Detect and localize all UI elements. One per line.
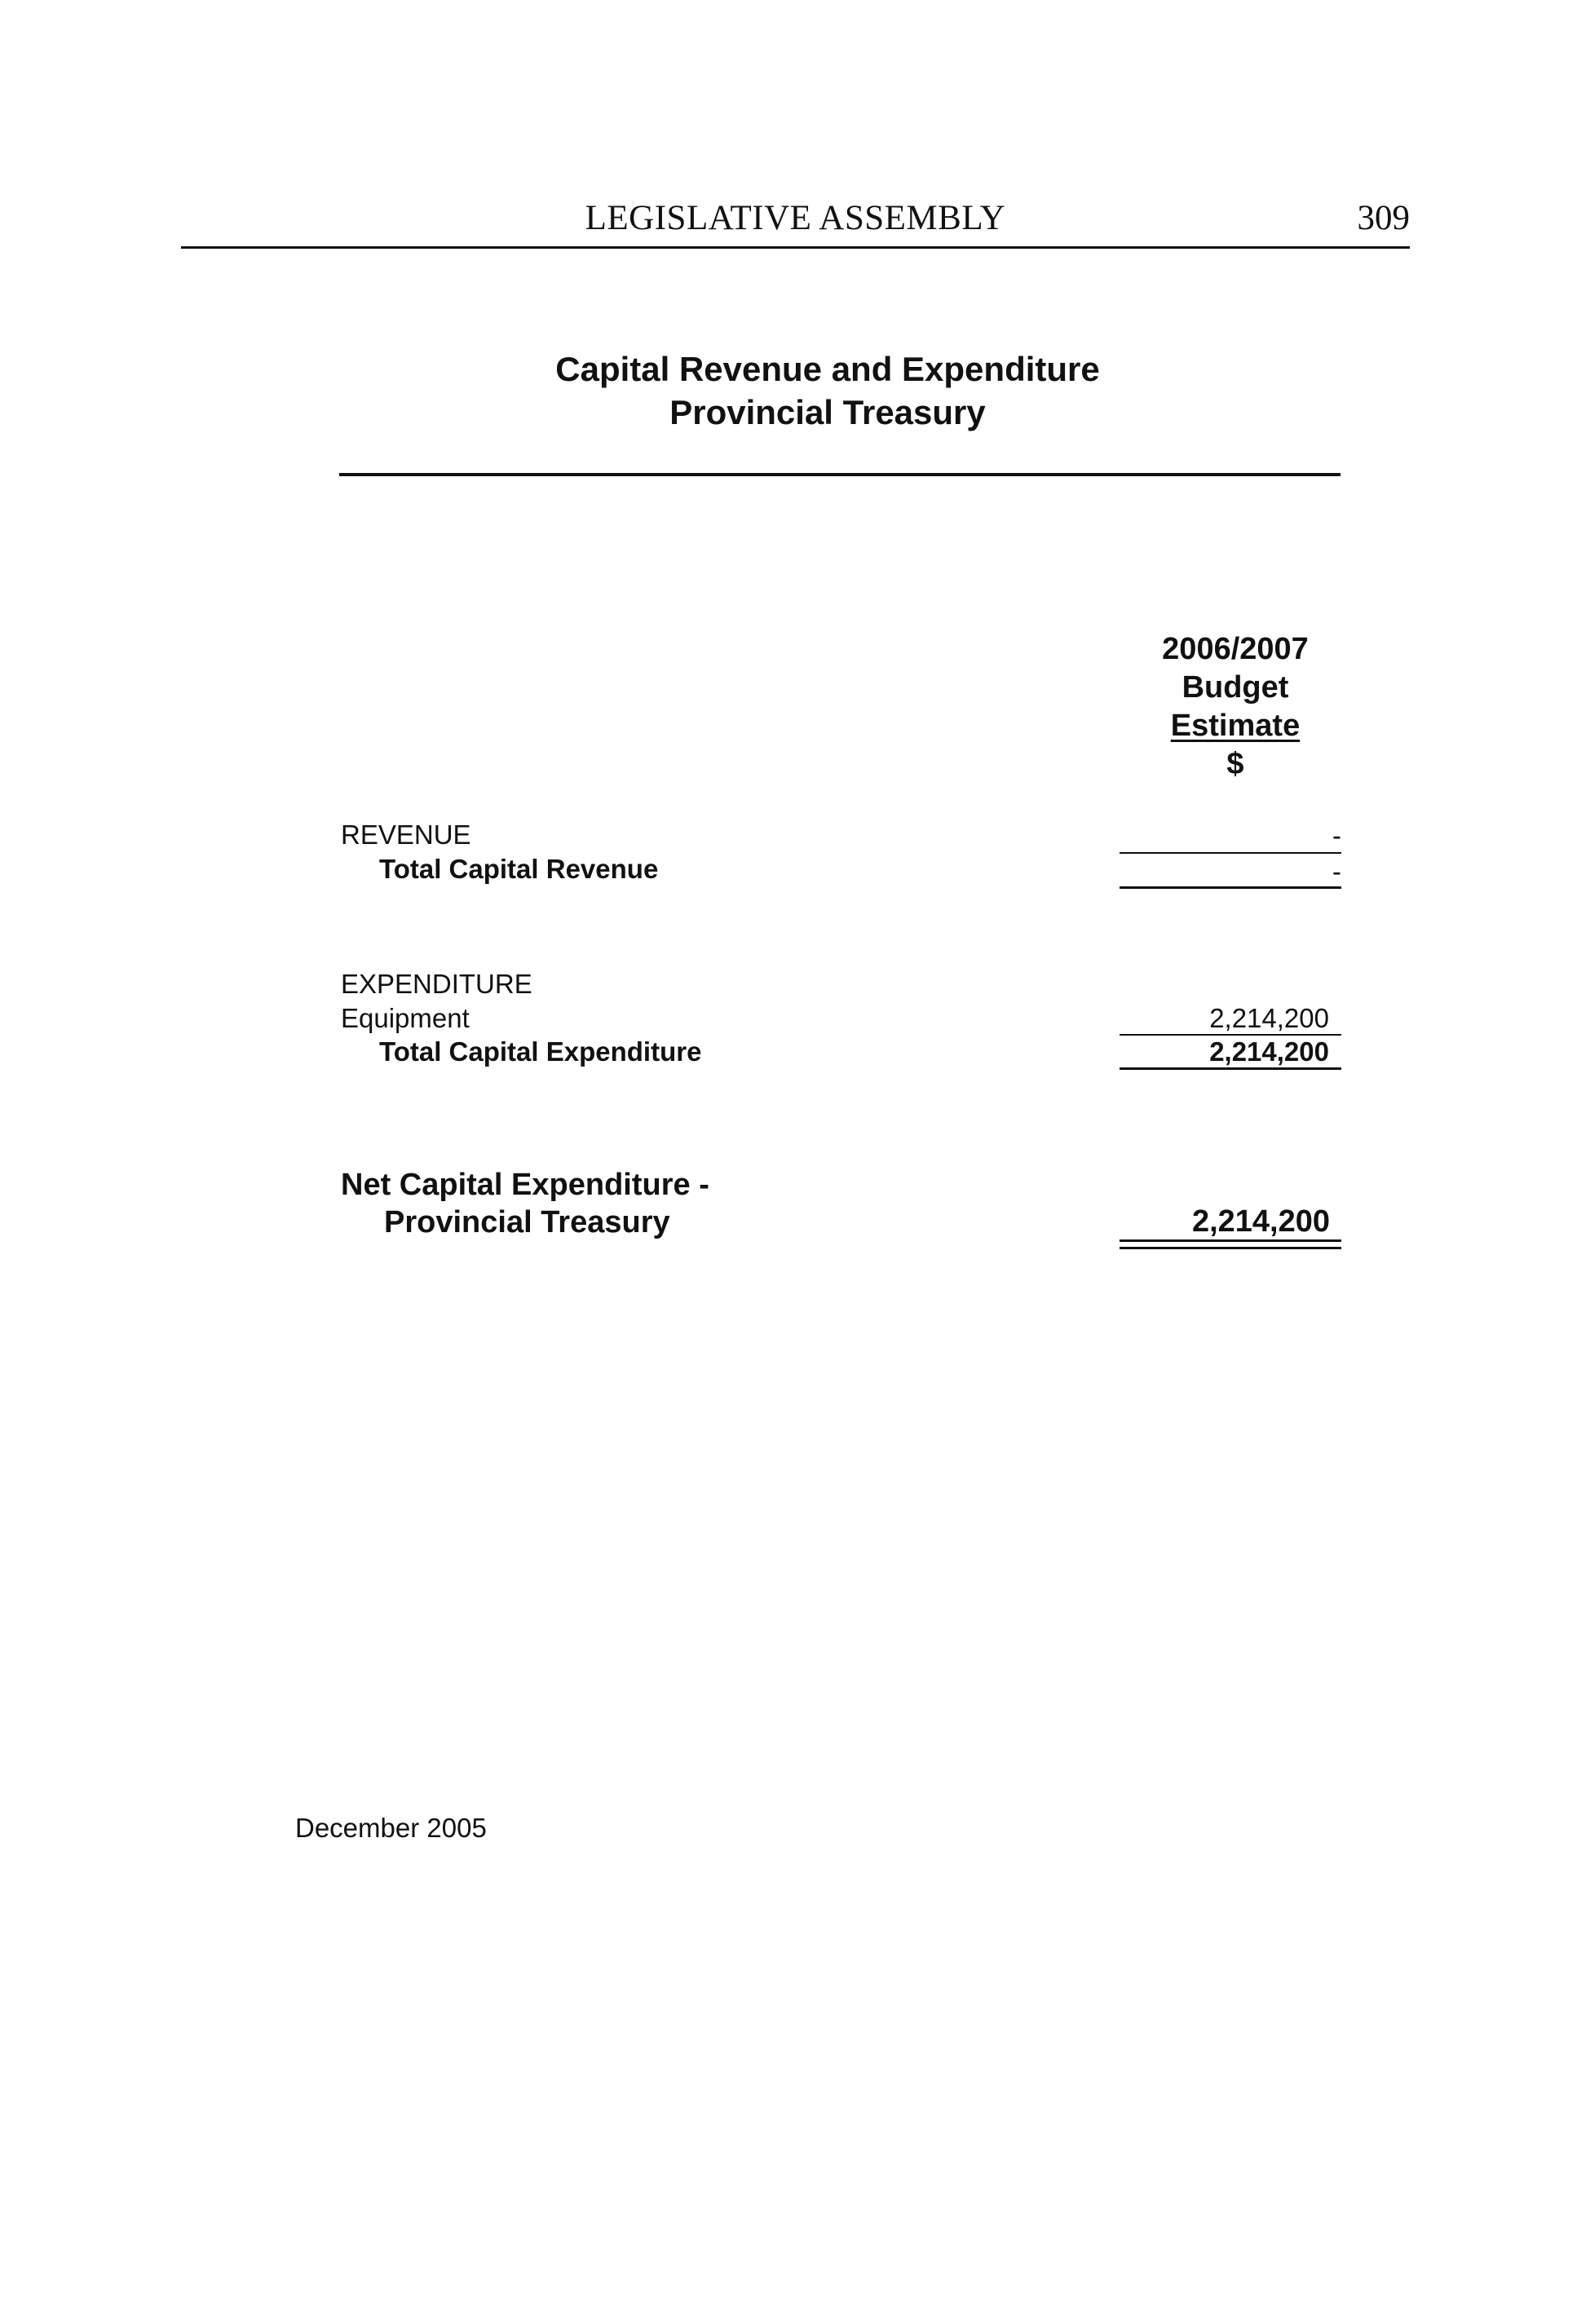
expenditure-item-value: 2,214,200 (1209, 1003, 1329, 1033)
revenue-total-rule (1120, 886, 1341, 889)
net-capital-expenditure-label-line2: Provincial Treasury (384, 1205, 670, 1239)
revenue-rule (1120, 852, 1341, 854)
net-capital-expenditure-value: 2,214,200 (1191, 1204, 1330, 1239)
net-capital-expenditure-label: Net Capital Expenditure - (341, 1168, 709, 1202)
total-capital-expenditure-label: Total Capital Expenditure (379, 1036, 702, 1067)
document-subtitle: Provincial Treasury (669, 393, 986, 431)
net-double-rule (1120, 1239, 1341, 1249)
total-capital-revenue-label: Total Capital Revenue (379, 854, 659, 884)
footer-date: December 2005 (295, 1813, 487, 1843)
total-capital-revenue-value: - (1332, 856, 1341, 886)
column-header-estimate (1113, 706, 1358, 745)
expenditure-total-rule (1120, 1067, 1341, 1070)
revenue-heading: REVENUE (341, 820, 471, 850)
total-capital-expenditure-value: 2,214,200 (1209, 1036, 1329, 1067)
expenditure-item-label: Equipment (341, 1003, 470, 1033)
revenue-line-value: - (1332, 820, 1341, 851)
header-title: LEGISLATIVE ASSEMBLY (585, 199, 1006, 237)
expenditure-heading: EXPENDITURE (341, 969, 532, 999)
page-number: 309 (1357, 199, 1410, 237)
column-header-year: 2006/2007 (1162, 632, 1309, 666)
column-header-budget: Budget (1181, 670, 1289, 705)
column-header-estimate-text: Estimate (1170, 709, 1301, 743)
document-title: Capital Revenue and Expenditure (555, 350, 1100, 388)
running-header (181, 196, 1410, 249)
title-divider (339, 473, 1340, 476)
column-header-currency: $ (1226, 747, 1244, 781)
